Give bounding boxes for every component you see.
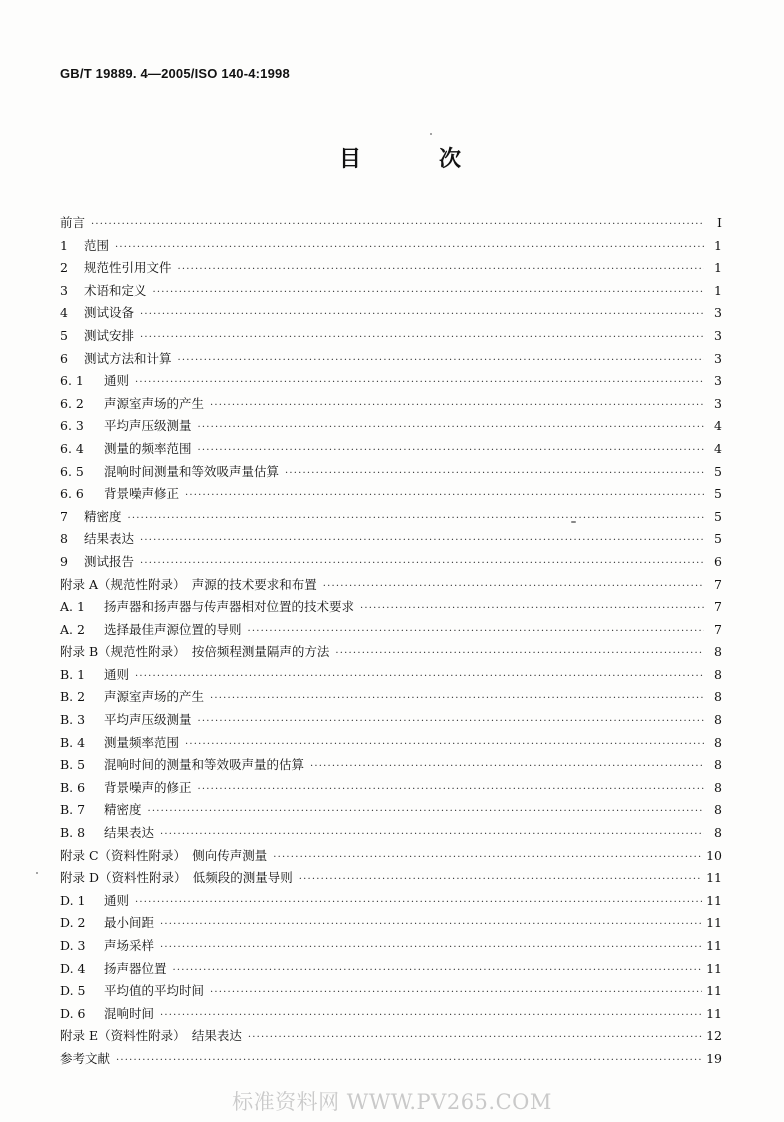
dot-leader [160,937,702,960]
toc-entry[interactable] [60,483,722,506]
toc-entry[interactable] [60,235,722,258]
toc-entry-page: 8 [714,734,722,750]
toc-entry-page: 8 [714,644,722,660]
toc-entry-page: 8 [714,825,722,841]
dot-leader [310,756,704,779]
toc-entry[interactable] [60,348,722,371]
toc-entry-number: B. 1 [60,666,86,682]
dot-leader [299,869,702,892]
dot-leader [128,508,704,531]
toc-entry[interactable] [60,574,722,597]
toc-entry-label: 附录 E（资料性附录） 结果表达 [60,1028,242,1044]
toc-entry-number: 6. 1 [60,373,84,389]
toc-entry-number: 5 [60,327,68,343]
toc-entry[interactable] [60,302,722,325]
toc-entry[interactable] [60,257,722,280]
toc-entry-label: 背景噪声修正 [104,486,180,502]
toc-entry-label: 平均声压级测量 [104,712,192,728]
dot-leader [153,282,704,305]
toc-entry-label: 测试设备 [84,305,135,321]
toc-entry-page: 11 [706,915,722,931]
toc-entry-label: 测试安排 [84,327,135,343]
dot-leader [140,304,704,327]
toc-entry-number: 6. 6 [60,486,84,502]
dot-leader [198,711,704,734]
toc-entry-page: 11 [706,1005,722,1021]
toc-entry-page: 8 [714,712,722,728]
toc-entry[interactable] [60,822,722,845]
toc-entry-label: 精密度 [84,508,122,524]
toc-entry-label: 术语和定义 [84,282,147,298]
toc-entry-number: 6. 4 [60,440,84,456]
toc-entry-label: 前言 [60,215,86,230]
toc-entry-label: 扬声器和扬声器与传声器相对位置的技术要求 [104,599,355,615]
dot-leader [160,824,704,847]
toc-entry-page: 11 [706,983,722,999]
toc-entry-page: 8 [714,802,722,818]
toc-entry-page: 1 [714,237,722,253]
toc-entry-page: 5 [714,486,722,502]
toc-entry[interactable] [60,551,722,574]
dot-leader [135,372,704,395]
dot-leader [140,530,704,553]
dot-leader [185,734,704,757]
toc-entry-page: 5 [714,463,722,479]
toc-entry-label: 背景噪声的修正 [104,779,192,795]
toc-entry-label: 附录 D（资料性附录） 低频段的测量导则 [60,870,293,886]
toc-entry-label: 规范性引用文件 [84,260,172,276]
toc-entry-number: D. 3 [60,938,86,953]
toc-entry-number: B. 8 [60,825,86,841]
toc-entry[interactable] [60,709,722,732]
toc-entry-label: 附录 B（规范性附录） 按倍频程测量隔声的方法 [60,644,330,660]
toc-entry-number: D. 6 [60,1005,86,1021]
toc-entry-label: 测量频率范围 [104,734,180,750]
toc-entry-label: 平均值的平均时间 [104,983,205,999]
toc-entry-number: 1 [60,237,68,253]
dot-leader [160,914,702,937]
dot-leader [148,801,704,824]
toc-entry[interactable] [60,438,722,461]
toc-entry[interactable] [60,393,722,416]
toc-entry[interactable] [60,619,722,642]
dot-leader [135,666,704,689]
dot-leader [248,1027,702,1050]
toc-entry[interactable] [60,732,722,755]
toc-entry-page: 10 [706,847,722,863]
toc-entry[interactable] [60,845,722,868]
dot-leader [198,779,704,802]
dot-leader [178,259,704,282]
toc-entry-label: 精密度 [104,802,142,818]
toc-entry-label: 声源室声场的产生 [104,689,205,705]
toc-entry-number: 3 [60,282,68,298]
dot-leader [210,688,704,711]
toc-entry-label: 测量的频率范围 [104,440,192,456]
toc-entry-page: 6 [714,553,722,569]
toc-entry[interactable] [60,686,722,709]
table-of-contents [60,212,722,1071]
toc-entry[interactable] [60,1025,722,1048]
toc-entry-label: 选择最佳声源位置的导则 [104,621,242,637]
dot-leader [135,892,702,915]
toc-entry-number: 8 [60,531,68,547]
toc-entry-number: 2 [60,260,68,276]
dot-leader [140,327,704,350]
toc-entry-page: 3 [714,327,722,343]
toc-entry[interactable] [60,777,722,800]
toc-entry[interactable] [60,370,722,393]
toc-entry-page: 8 [714,757,722,773]
toc-entry-label: 通则 [104,373,130,389]
dot-leader [285,463,704,486]
toc-entry-page: 12 [706,1028,722,1044]
toc-entry-label: 扬声器位置 [104,960,167,976]
toc-entry-number: 9 [60,553,68,569]
dot-leader [173,960,703,983]
toc-entry-page: 8 [714,689,722,705]
toc-entry-number: A. 1 [60,599,85,615]
toc-entry-number: 6. 2 [60,395,84,411]
toc-entry-label: 附录 C（资料性附录） 侧向传声测量 [60,847,268,863]
toc-entry-number: 6. 3 [60,418,84,434]
toc-entry[interactable] [60,528,722,551]
toc-entry-page: 7 [714,599,722,615]
toc-entry[interactable] [60,596,722,619]
toc-entry[interactable] [60,958,722,981]
toc-entry[interactable] [60,506,722,529]
toc-entry-number: D. 2 [60,915,86,931]
toc-entry[interactable] [60,935,722,958]
toc-entry-page: 4 [714,418,722,434]
toc-entry-page: 7 [714,576,722,592]
toc-entry-label: 测试方法和计算 [84,350,172,366]
toc-entry-page: I [717,215,722,230]
dot-leader [140,553,704,576]
toc-entry-page: 11 [706,938,722,953]
toc-entry-page: 3 [714,305,722,321]
toc-entry-label: 混响时间测量和等效吸声量估算 [104,463,280,479]
toc-entry-number: D. 5 [60,983,86,999]
dot-leader [360,598,704,621]
dot-leader [273,847,702,870]
toc-entry[interactable] [60,212,722,235]
toc-entry-label: 混响时间的测量和等效吸声量的估算 [104,757,305,773]
toc-entry-label: 混响时间 [104,1005,155,1021]
toc-entry-page: 11 [706,960,722,976]
toc-entry[interactable] [60,415,722,438]
toc-entry-number: B. 7 [60,802,86,818]
scan-speck [571,521,576,523]
toc-entry-number: D. 4 [60,960,86,976]
toc-entry-label: 通则 [104,666,130,682]
toc-entry-number: B. 6 [60,779,86,795]
toc-entry-page: 3 [714,350,722,366]
toc-entry-number: 6 [60,350,68,366]
toc-entry-page: 3 [714,395,722,411]
toc-entry-number: B. 2 [60,689,86,705]
dot-leader [198,417,704,440]
dot-leader [116,1050,702,1073]
toc-entry-page: 8 [714,666,722,682]
scan-speck [36,872,38,874]
dot-leader [323,576,704,599]
toc-entry-page: 19 [706,1050,722,1066]
page-title: 目 次 [338,147,489,172]
toc-entry-label: 声源室声场的产生 [104,395,205,411]
toc-entry[interactable] [60,280,722,303]
toc-entry-label: 最小间距 [104,915,155,931]
toc-entry-label: 结果表达 [84,531,135,547]
toc-entry[interactable] [60,867,722,890]
toc-entry-label: 测试报告 [84,553,135,569]
toc-entry[interactable] [60,461,722,484]
toc-entry[interactable] [60,799,722,822]
toc-entry-number: 6. 5 [60,463,84,479]
dot-leader [185,485,704,508]
dot-leader [160,1005,702,1028]
toc-entry-number: 4 [60,305,68,321]
toc-entry-label: 结果表达 [104,825,155,841]
toc-entry-page: 3 [714,373,722,389]
toc-entry-number: D. 1 [60,892,86,908]
toc-entry-number: B. 4 [60,734,86,750]
toc-entry-page: 8 [714,779,722,795]
toc-entry[interactable] [60,1048,722,1071]
toc-entry-page: 1 [714,282,722,298]
toc-entry-label: 附录 A（规范性附录） 声源的技术要求和布置 [60,576,317,592]
toc-entry[interactable] [60,1003,722,1026]
toc-entry[interactable] [60,980,722,1003]
dot-leader [335,643,704,666]
toc-entry-page: 7 [714,621,722,637]
scan-speck [430,133,432,135]
toc-entry-page: 5 [714,508,722,524]
toc-entry-page: 1 [714,260,722,276]
dot-leader [178,350,704,373]
toc-entry[interactable] [60,325,722,348]
watermark: 标准资料网 WWW.PV265.COM [232,1090,552,1114]
toc-entry-number: B. 3 [60,712,86,728]
toc-entry[interactable] [60,664,722,687]
toc-entry-number: A. 2 [60,621,85,637]
dot-leader [210,982,702,1005]
toc-entry-number: 7 [60,508,68,524]
toc-entry-label: 参考文献 [60,1050,111,1066]
toc-entry-page: 11 [706,870,722,886]
standard-number: GB/T 19889. 4—2005/ISO 140-4:1998 [60,66,290,81]
dot-leader [91,214,704,237]
toc-entry-page: 5 [714,531,722,547]
dot-leader [115,237,704,260]
toc-entry-page: 4 [714,440,722,456]
toc-entry[interactable] [60,912,722,935]
toc-entry-number: B. 5 [60,757,86,773]
toc-entry-page: 11 [706,892,722,908]
dot-leader [198,440,704,463]
toc-entry[interactable] [60,754,722,777]
toc-entry-label: 通则 [104,892,130,908]
toc-entry-label: 声场采样 [104,938,155,953]
toc-entry[interactable] [60,641,722,664]
toc-entry-label: 平均声压级测量 [104,418,192,434]
dot-leader [210,395,704,418]
dot-leader [248,621,704,644]
toc-entry[interactable] [60,890,722,913]
toc-entry-label: 范围 [84,237,110,253]
